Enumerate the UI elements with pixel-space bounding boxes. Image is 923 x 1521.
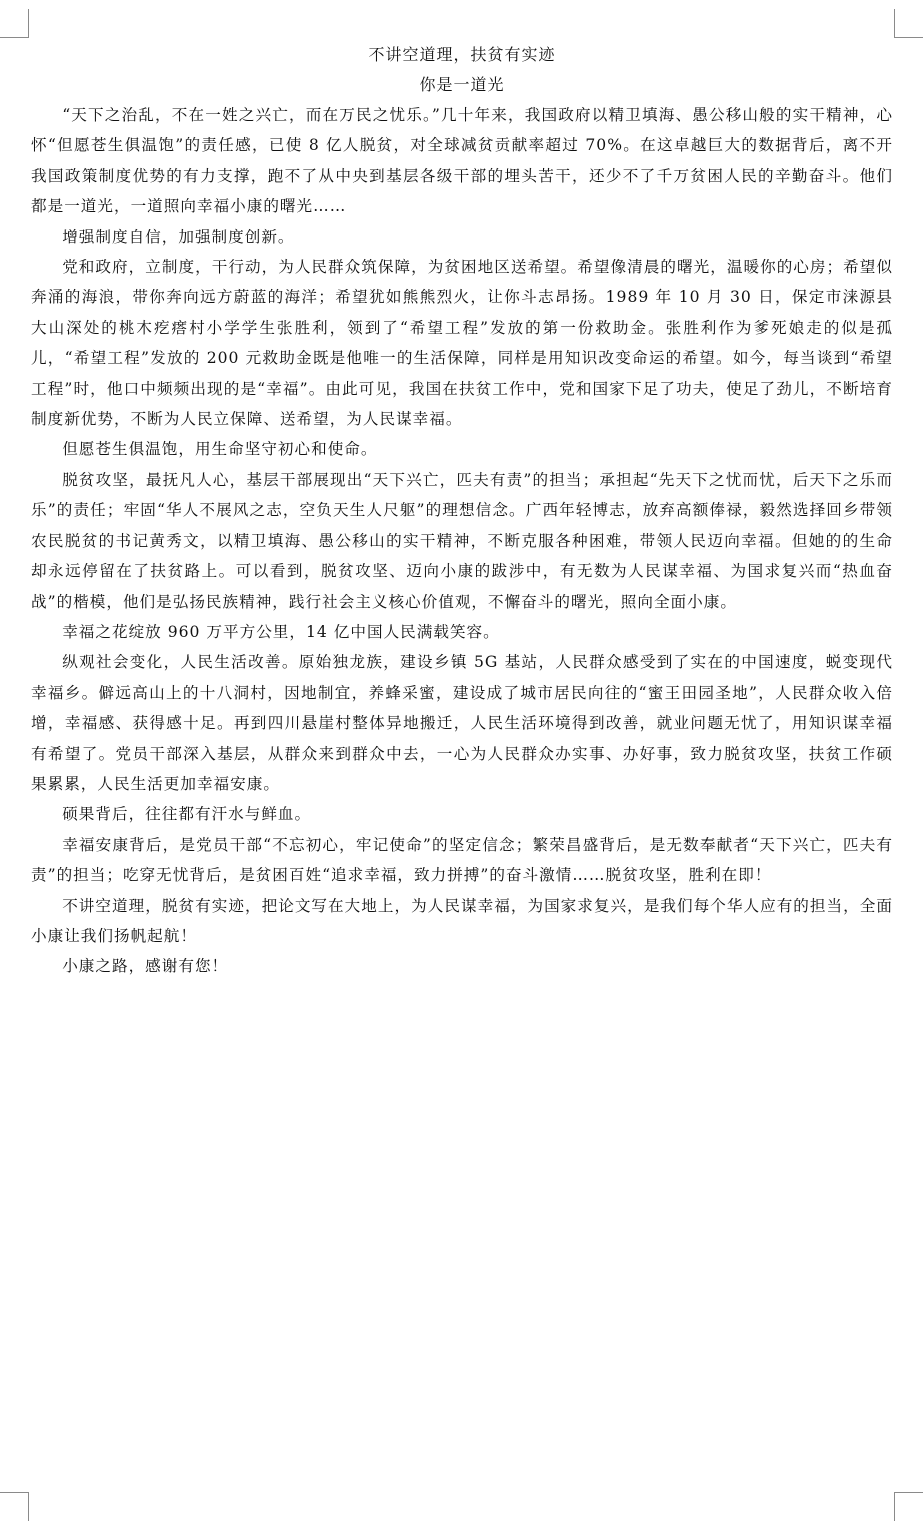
paragraph-7: 纵观社会变化，人民生活改善。原始独龙族，建设乡镇 5G 基站，人民群众感受到了实在的中国速度，蜕变现代幸福乡。僻远高山上的十八洞村，因地制宜，养蜂采蜜，建设成了城市居民向往的“蜜王田园圣地”，人民群众收入倍增，幸福感、获得感十足。再到四川悬崖村整体异地搬迁，人民生活环境得到改善，就业问题无忧了，用知识谋幸福有希望了。党员干部深入基层，从群众来到群众中去，一心为人民群众办实事、办好事，致力脱贫攻坚，扶贫工作硕果累累，人民生活更加幸福安康。 (31, 653, 893, 793)
paragraph-4: 但愿苍生俱温饱，用生命坚守初心和使命。 (62, 440, 378, 459)
page-corner-mark-top-right (894, 9, 923, 38)
document-subtitle: 你是一道光 (419, 75, 505, 94)
page-corner-mark-top-left (0, 9, 29, 38)
paragraph-1: “天下之治乱，不在一姓之兴亡，而在万民之忧乐。”几十年来，我国政府以精卫填海、愚公移山般的实干精神，心怀“但愿苍生俱温饱”的责任感，已使 8 亿人脱贫，对全球减贫贡献率超过 70%。在这卓越巨大的数据背后，离不开我国政策制度优势的有力支撑，跑不了从中央到基层各级干部的埋头苦干，还少不了千万贫困人民的辛勤奋斗。他们都是一道光，一道照向幸福小康的曙光…… (31, 106, 893, 216)
paragraph-2: 增强制度自信，加强制度创新。 (62, 227, 295, 246)
document-title: 不讲空道理，扶贫有实迹 (368, 45, 556, 64)
document-body (31, 40, 893, 982)
page-corner-mark-bottom-right (894, 1492, 923, 1521)
paragraph-10: 不讲空道理，脱贫有实迹，把论文写在大地上，为人民谋幸福，为国家求复兴，是我们每个华人应有的担当，全面小康让我们扬帆起航！ (31, 896, 893, 945)
paragraph-3: 党和政府，立制度，干行动，为人民群众筑保障，为贫困地区送希望。希望像清晨的曙光，温暖你的心房；希望似奔涌的海浪，带你奔向远方蔚蓝的海洋；希望犹如熊熊烈火，让你斗志昂扬。1989 年 10 月 30 日，保定市涞源县大山深处的桃木疙瘩村小学学生张胜利，领到了“希望工程”发放的第一份救助金。张胜利作为爹死娘走的似是孤儿，“希望工程”发放的 200 元救助金既是他唯一的生活保障，同样是用知识改变命运的希望。如今，每当谈到“希望工程”时，他口中频频出现的是“幸福”。由此可见，我国在扶贫工作中，党和国家下足了功夫，使足了劲儿，不断培育制度新优势，不断为人民立保障、送希望，为人民谋幸福。 (31, 258, 893, 429)
paragraph-6: 幸福之花绽放 960 万平方公里，14 亿中国人民满载笑容。 (62, 622, 500, 641)
page-corner-mark-bottom-left (0, 1492, 29, 1521)
paragraph-9: 幸福安康背后，是党员干部“不忘初心，牢记使命”的坚定信念；繁荣昌盛背后，是无数奉献者“天下兴亡，匹夫有责”的担当；吃穿无忧背后，是贫困百姓“追求幸福，致力拼搏”的奋斗激情……脱贫攻坚，胜利在即！ (31, 835, 893, 885)
paragraph-11: 小康之路，感谢有您！ (62, 957, 229, 976)
paragraph-8: 硕果背后，往往都有汗水与鲜血。 (62, 805, 312, 824)
paragraph-5: 脱贫攻坚，最抚凡人心，基层干部展现出“天下兴亡，匹夫有责”的担当；承担起“先天下之忧而忧，后天下之乐而乐”的责任；牢固“华人不展风之志，空负天生人尺躯”的理想信念。广西年轻博志，放弃高额俸禄，毅然选择回乡带领农民脱贫的书记黄秀文，以精卫填海、愚公移山的实干精神，不断克服各种困难，带领人民迈向幸福。但她的的生命却永远停留在了扶贫路上。可以看到，脱贫攻坚、迈向小康的跋涉中，有无数为人民谋幸福、为国求复兴而“热血奋战”的楷模，他们是弘扬民族精神，践行社会主义核心价值观，不懈奋斗的曙光，照向全面小康。 (31, 470, 893, 611)
